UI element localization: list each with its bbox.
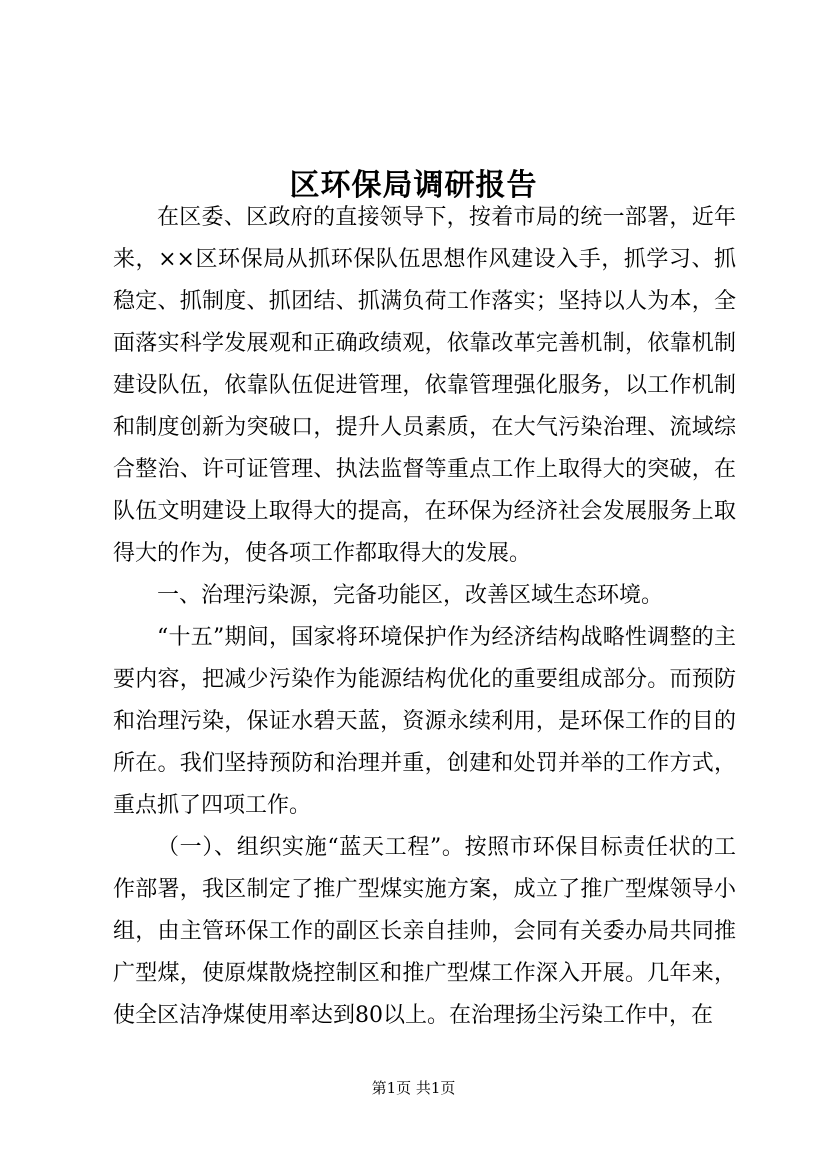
document-body	[113, 197, 736, 1037]
paragraph-subsection-1: （一）、组织实施“蓝天工程”。按照市环保目标责任状的工作部署，我区制定了推广型煤实施方案，成立了推广型煤领导小组，由主管环保工作的副区长亲自挂帅，会同有关委办局共同推广型煤，使原煤散烧控制区和推广型煤工作深入开展。几年来，使全区洁净煤使用率达到80以上。在治理扬尘污染工作中，在	[113, 835, 736, 1028]
paragraph-section-1: “十五”期间，国家将环境保护作为经济结构战略性调整的主要内容，把减少污染作为能源结构优化的重要组成部分。而预防和治理污染，保证水碧天蓝，资源永续利用，是环保工作的目的所在。我们坚持预防和治理并重，创建和处罚并举的工作方式，重点抓了四项工作。	[113, 625, 736, 818]
section-heading-1: 一、治理污染源，完备功能区，改善区域生态环境。	[157, 583, 664, 608]
paragraph-intro: 在区委、区政府的直接领导下，按着市局的统一部署，近年来，××区环保局从抓环保队伍思想作风建设入手，抓学习、抓稳定、抓制度、抓团结、抓满负荷工作落实；坚持以人为本，全面落实科学发展观和正确政绩观，依靠改革完善机制，依靠机制建设队伍，依靠队伍促进管理，依靠管理强化服务，以工作机制和制度创新为突破口，提升人员素质，在大气污染治理、流域综合整治、许可证管理、执法监督等重点工作上取得大的突破，在队伍文明建设上取得大的提高，在环保为经济社会发展服务上取得大的作为，使各项工作都取得大的发展。	[113, 205, 736, 566]
page-footer: 第1页 共1页	[371, 1079, 456, 1097]
page-title: 区环保局调研报告	[289, 168, 538, 204]
